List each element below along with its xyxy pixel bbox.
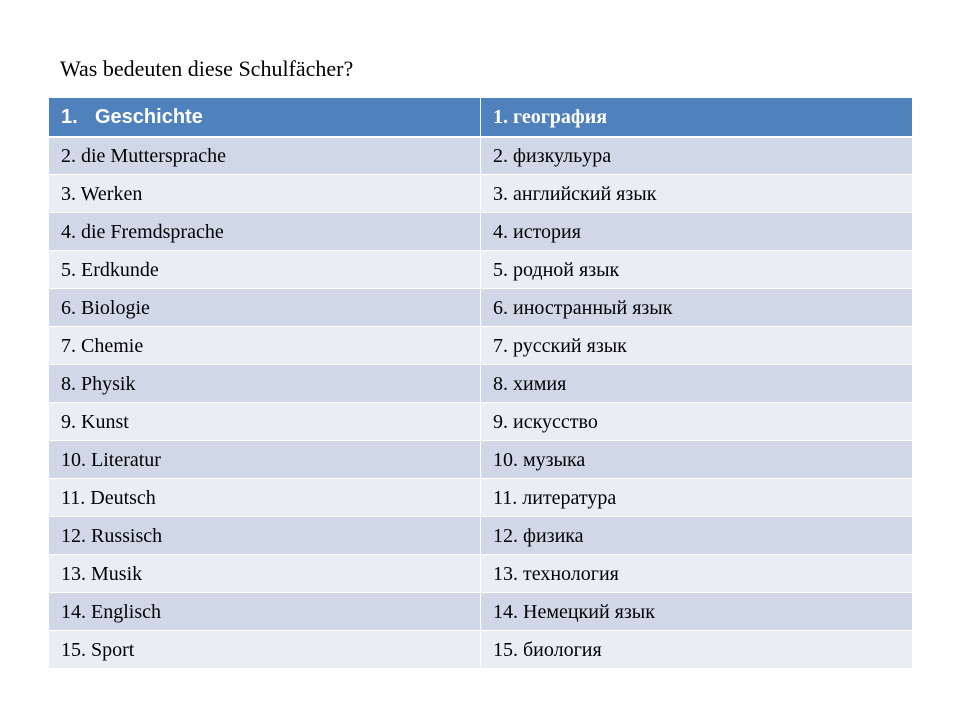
table-row [49, 327, 913, 365]
german-subject-cell: 10. Literatur [49, 441, 481, 479]
russian-subject-cell: 11. литература [481, 479, 913, 517]
table-row [49, 365, 913, 403]
russian-subject-cell: 8. химия [481, 365, 913, 403]
russian-subject-cell: 4. история [481, 213, 913, 251]
table-row [49, 517, 913, 555]
german-subject-cell: 9. Kunst [49, 403, 481, 441]
russian-subject-cell: 7. русский язык [481, 327, 913, 365]
school-subjects-table [48, 97, 913, 669]
table-row [49, 555, 913, 593]
table-row [49, 403, 913, 441]
table-row [49, 213, 913, 251]
german-subject-cell: 14. Englisch [49, 593, 481, 631]
table-row [49, 289, 913, 327]
russian-subject-cell: 14. Немецкий язык [481, 593, 913, 631]
german-subject-cell: 6. Biologie [49, 289, 481, 327]
german-subject-cell: 5. Erdkunde [49, 251, 481, 289]
german-subject-cell: 4. die Fremdsprache [49, 213, 481, 251]
german-subject-cell: 7. Chemie [49, 327, 481, 365]
header-german-label: Geschichte [95, 105, 203, 128]
german-subject-cell: 11. Deutsch [49, 479, 481, 517]
question-heading: Was bedeuten diese Schulfächer? [60, 56, 354, 81]
german-subject-cell: 12. Russisch [49, 517, 481, 555]
russian-subject-cell: 12. физика [481, 517, 913, 555]
table-header-row [49, 98, 913, 137]
german-subject-cell: 13. Musik [49, 555, 481, 593]
header-german-number: 1. [61, 105, 78, 128]
table-row [49, 441, 913, 479]
table-row [49, 137, 913, 175]
russian-subject-cell: 13. технология [481, 555, 913, 593]
table-row [49, 479, 913, 517]
german-subject-cell: 15. Sport [49, 631, 481, 669]
russian-subject-cell: 9. искусство [481, 403, 913, 441]
table-row [49, 251, 913, 289]
german-subject-cell: 2. die Muttersprache [49, 137, 481, 175]
russian-subject-cell: 2. физкульура [481, 137, 913, 175]
header-german-cell [49, 98, 481, 137]
russian-subject-cell: 3. английский язык [481, 175, 913, 213]
header-russian-cell: 1. география [481, 98, 913, 137]
russian-subject-cell: 10. музыка [481, 441, 913, 479]
german-subject-cell: 8. Physik [49, 365, 481, 403]
russian-subject-cell: 5. родной язык [481, 251, 913, 289]
table-row [49, 175, 913, 213]
table-row [49, 593, 913, 631]
german-subject-cell: 3. Werken [49, 175, 481, 213]
russian-subject-cell: 6. иностранный язык [481, 289, 913, 327]
russian-subject-cell: 15. биология [481, 631, 913, 669]
table-row [49, 631, 913, 669]
